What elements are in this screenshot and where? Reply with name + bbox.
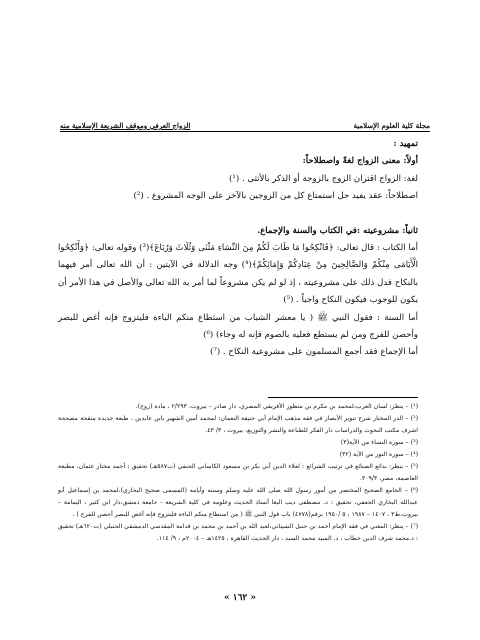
footnote: (¹) – ينظر: لسان العرب،لمحمد بن مكرم بن منظور الأفريقي المصري، دار صادر – بيروت، ٢/٢٩٣ ، مادة (زوج). xyxy=(135,403,418,410)
evidence-sunnah: أما السنة : فقول النبي ﷺ ( يا معشر الشباب من استطاع منكم الباءة فليتزوج فإنه أغض للبصر وأحصن للفرج ومن لم يستطع فعليه بالصوم فإنه له وجاء) (⁶) xyxy=(58,312,418,341)
footnotes xyxy=(58,401,418,545)
evidence-quran: أما الكتاب : قال تعالى: ﴿فَانْكِحُوا مَا طَابَ لَكُمْ مِنَ النِّسَاءِ مَثْنَى وَثُلَاثَ وَرُبَاعَ﴾(³) وقوله تعالى: ﴿وَأَنْكِحُوا الْأَيَامَى مِنْكُمْ وَالصَّالِحِينَ مِنْ عِبَادِكُمْ وَإِمَائِكُمْ﴾(⁴) وجه الدلالة في الآيتين : أن الله تعالى أمر فيهما بالنكاح فدل ذلك على مشروعيته ، إذ لو لم يكن مشروعاً لما أمر به الله تعالى والأصل في هذا الأمر أن يكون للوجوب فيكون النكاح واجباً . (⁵) xyxy=(58,243,418,306)
evidence-ijma: أما الإجماع فقد أجمع المسلمون على مشروعية النكاح . (⁷) xyxy=(210,347,418,358)
article-title: الزواج العرفي وموقف الشريعة الإسلامية منه xyxy=(60,121,191,130)
footnote: (⁷) – ينظر: المغني في فقه الإمام أحمد بن حنبل الشيباني،لعبد الله بن أحمد بن محمد بن قدامة المقدسي الدمشقي الحنبلي (ت٦٢٠هـ) تحقيق : د.محمد شرف الدين خطاب ، د. السيد محمد السيد ، دار الحديث القاهرة ، ١٤٢٥هـ – ٢٠٠٤م ، ٩/ ١١٤. xyxy=(58,523,418,542)
footnote: (⁶) – الجامع الصحيح المختصر من أمور رسول الله صلى الله عليه وسلم وسننه وأيامه (المسمى صحيح البخاري)،لمحمد بن إسماعيل أبو عبدالله البخاري الجعفي، تحقيق : د. مصطفى ديب البغا أستاذ الحديث وعلومه في كلية الشريعة - جامعة دمشق،دار ابن كثير ، اليمامة – بيروت،ط٣ ، ١٤٠٧ – ١٩٨٧ ، ٥ /١٩٥٠ برقم(٤٧٧٨) باب قول النبي ﷺ ( من استطاع منكم الباءة فليتزوج فإنه أغض للبصر أحصن للفرج ) . xyxy=(58,487,418,518)
page-number: « ١٦٢ » xyxy=(223,593,257,603)
main-text xyxy=(58,136,418,362)
journal-title: مجلة كلية العلوم الإسلامية xyxy=(353,121,430,130)
spacer xyxy=(58,206,418,223)
footnote: (⁵) – ينظر: بدائع الصنائع في ترتيب الشرائع : لعلاء الدين أبي بكر بن مسعود الكاساني الحنفي (ت٥٨٧هـ) تحقيق : أحمد مختار عثمان، مطبعة العاصمة، مصر، ٣٠٩/٣. xyxy=(58,463,418,482)
footnote: (⁴) – سورة النور من الآية (٣٢) xyxy=(339,451,418,458)
definition-language: لغة: الزواج اقتران الزوج بالزوجة أو الذكر بالأنثى . (¹) xyxy=(229,173,418,184)
intro-heading: تمهيد : xyxy=(393,139,418,149)
section-1-heading: أولاً: معنى الزواج لغةً واصطلاحاً: xyxy=(302,156,418,167)
footnote-separator xyxy=(268,397,418,398)
footnote: (²) – الدر المختار شرح تنوير الأبصار في فقه مذهب الإمام أبي حنيفة النعمان: لمحمد أمين الشهير بابن عابدين ، طبعة جديدة منقحة مصححة اشرف مكتب البحوث والدراسات دار الفكر للطباعة والنشر والتوزيع، بيروت ، ٣/ ٤٣. xyxy=(58,415,418,434)
running-header xyxy=(60,116,430,132)
footnote: (³) – سورة النساء من الآية(٣) xyxy=(340,439,418,446)
section-2-heading: ثانياً: مشروعيته :في الكتاب والسنة والإجماع. xyxy=(257,225,418,236)
definition-term: اصطلاحاً: عقد يفيد حل استمتاع كل من الزوجين بالآخر على الوجه المشروع . (²) xyxy=(133,191,418,202)
